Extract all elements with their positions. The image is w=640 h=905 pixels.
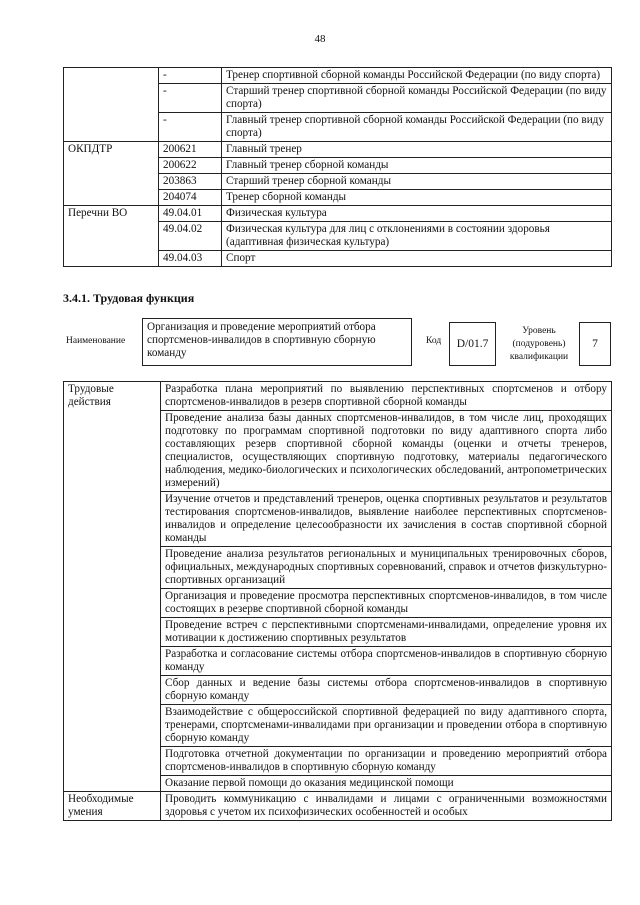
labor-actions-item: Проведение анализа базы данных спортсменов-инвалидов, в том числе лиц, проходящих подготовку по программам спортивной подготовки по виду адаптивного спорта либо составляющих резерв спортивной сборной команды (оценки и отчеты тренеров, специалистов, осуществляющих спортивную подготовку, материалы педагогического наблюдения, медико-биологических и психологических обследований, антропометрических измерений) [161,411,612,492]
labor-actions-item: Разработка и согласование системы отбора спортсменов-инвалидов в спортивную сборную команду [161,647,612,676]
row-group-label: ОКПДТР [64,142,159,206]
name-label: Наименование [66,336,126,346]
title-cell: Главный тренер спортивной сборной команды Российской Федерации (по виду спорта) [222,113,612,142]
code-cell: - [159,68,222,84]
labor-actions-item: Оказание первой помощи до оказания медицинской помощи [161,776,612,792]
title-cell: Спорт [222,251,612,267]
table-row [64,68,612,84]
labor-actions-item: Проведение анализа результатов региональных и муниципальных тренировочных сборов, официальных, международных спортивных соревнований, справок и отчетов физкультурно-спортивных организаций [161,547,612,589]
level-box: 7 [579,322,611,366]
code-cell: 49.04.02 [159,222,222,251]
skills-item: Проводить коммуникацию с инвалидами и лицами с ограниченными возможностями здоровья с учетом их психофизических особенностей и особых [161,792,612,821]
labor-actions-item: Разработка плана мероприятий по выявлению перспективных спортсменов и отбору спортсменов-инвалидов в резерв спортивной сборной команды [161,382,612,411]
labor-actions-item: Организация и проведение просмотра перспективных спортсменов-инвалидов, в том числе состоящих в резерве спортивной сборной команды [161,589,612,618]
labor-actions-label: Трудовые действия [64,382,161,792]
title-cell: Тренер спортивной сборной команды Российской Федерации (по виду спорта) [222,68,612,84]
labor-actions-item: Изучение отчетов и представлений тренеров, оценка спортивных результатов и результатов тестирования спортсменов-инвалидов, выявление наиболее перспективных спортсменов-инвалидов и определение целесообразности их зачисления в состав спортивной сборной команды [161,492,612,547]
code-cell: 49.04.03 [159,251,222,267]
code-cell: 49.04.01 [159,206,222,222]
row-group-label: Перечни ВО [64,206,159,267]
row-group-label [64,68,159,142]
code-cell: 200621 [159,142,222,158]
code-cell: - [159,113,222,142]
table-row [64,792,612,821]
title-cell: Старший тренер сборной команды [222,174,612,190]
labor-actions-item: Взаимодействие с общероссийской спортивной федерацией по виду адаптивного спорта, тренерами, спортсменами-инвалидами при организации и проведении отбора в спортивную сборную команду [161,705,612,747]
qualification-codes-table [63,67,612,267]
code-cell: 200622 [159,158,222,174]
labor-actions-item: Сбор данных и ведение базы системы отбора спортсменов-инвалидов в спортивную сборную команду [161,676,612,705]
labor-function-table [63,381,612,821]
labor-actions-item: Проведение встреч с перспективными спортсменами-инвалидами, определение уровня их мотивации к достижению спортивных результатов [161,618,612,647]
skills-label: Необходимые умения [64,792,161,821]
code-label: Код [426,336,442,346]
title-cell: Тренер сборной команды [222,190,612,206]
code-cell: - [159,84,222,113]
title-cell: Главный тренер [222,142,612,158]
code-cell: 204074 [159,190,222,206]
title-cell: Главный тренер сборной команды [222,158,612,174]
title-cell: Физическая культура для лиц с отклонениями в состоянии здоровья (адаптивная физическая культура) [222,222,612,251]
table-row [64,142,612,158]
code-cell: 203863 [159,174,222,190]
labor-actions-item: Подготовка отчетной документации по организации и проведению мероприятий отбора спортсменов-инвалидов в спортивную сборную команду [161,747,612,776]
table-row [64,206,612,222]
level-label: Уровень (подуровень) квалификации [509,326,569,362]
function-name-box: Организация и проведение мероприятий отбора спортсменов-инвалидов в спортивную сборную команду [142,318,412,366]
title-cell: Физическая культура [222,206,612,222]
section-title: 3.4.1. Трудовая функция [63,291,195,305]
title-cell: Старший тренер спортивной сборной команды Российской Федерации (по виду спорта) [222,84,612,113]
code-box: D/01.7 [449,322,496,366]
page-number: 48 [314,33,326,45]
table-row [64,382,612,411]
